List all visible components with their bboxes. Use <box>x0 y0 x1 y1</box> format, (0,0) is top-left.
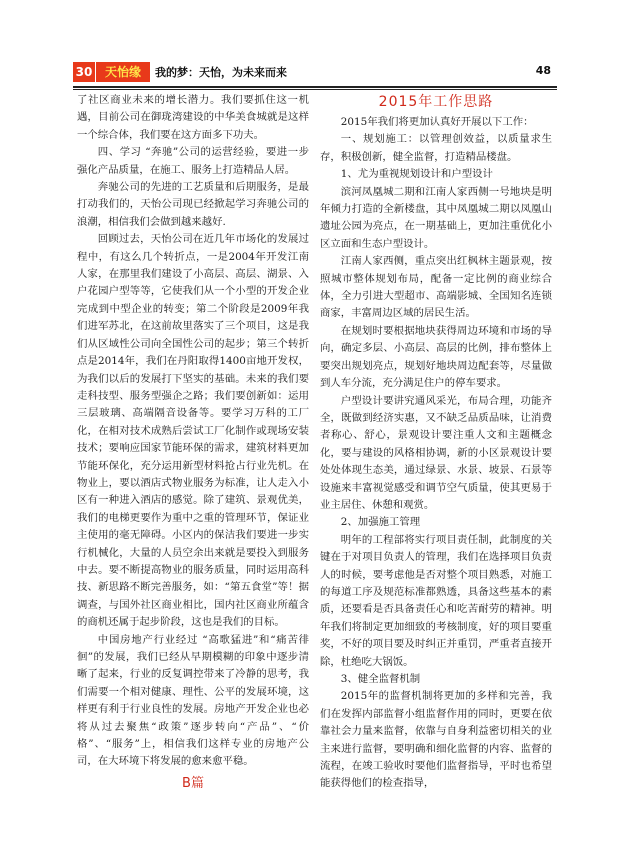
paragraph: 奔驰公司的先进的工艺质量和后期服务，是最打动我们的，天怡公司现已经掀起学习奔驰公司的浪潮，相信我们会做到越来越好. <box>77 181 309 228</box>
logo-issue-number: 30 <box>73 62 95 82</box>
paragraph: 了社区商业未来的增长潜力。我们要抓住这一机遇，目前公司在御珑湾建设的中华美食城就是这样一个综合体，我们要在这方面多下功夫。 <box>77 94 309 141</box>
header-slogan: 我的梦：天怡，为未来而来 <box>155 66 287 79</box>
paragraph: 户型设计要讲究通风采光，布局合理，功能齐全，既做到经济实惠，又不缺乏品质品味，让消费者称心、舒心，景观设计要注重人文和主题概念化，要与建设的风格相协调，新的小区景观设计要处处体现生态美，通过绿景、水景、坡景、石景等设施来丰富视觉感受和调节空气质量，使其更易于业主居住、休憩和观赏。 <box>320 394 552 511</box>
left-column <box>77 92 309 792</box>
subheading: 1、尤为重视规划设计和户型设计 <box>340 168 493 181</box>
paragraph: 滨河凤凰城二期和江南人家西侧一号地块是明年倾力打造的全新楼盘，其中凤凰城二期以凤凰山遗址公园为亮点，在一期基础上，更加注重优化小区立面和生态户型设计。 <box>320 185 552 250</box>
page-number: 48 <box>535 64 551 77</box>
section-tag: B篇 <box>182 775 204 791</box>
logo-brand: 天怡缘 <box>95 62 150 82</box>
paragraph: 江南人家西侧，重点突出红枫林主题景观，按照城市整体规划布局，配备一定比例的商业综合体，全力引进大型超市、高端影城、全国知名连锁商家，丰富周边区域的居民生活。 <box>320 255 552 320</box>
paragraph: 中国房地产行业经过 “高歌猛进”和“痛苦徘徊”的发展，我们已经从早期模糊的印象中逐步清晰了起来，行业的反复调控带来了冷静的思考，我们需要一个相对健康、理性、公平的发展环境，这样更有利于行业良性的发展。房地产开发企业也必将从过去聚焦“政策”逐步转向“产品”、“价格”、“服务”上，相信我们这样专业的房地产公司，在大环境下将发展的愈来愈平稳。 <box>77 633 309 768</box>
header-rule <box>73 86 557 88</box>
paragraph: 2015年的监督机制将更加的多样和完善，我们在发挥内部监督小组监督作用的同时，更要在依靠社会力量来监督，依靠与自身利益密切相关的业主来进行监督，要明确和细化监督的内容、监督的流程，在竣工验收时要他们监督指导，平时也希望能获得他们的检查指导， <box>320 690 552 790</box>
paragraph: 一、规划施工：以管理创效益，以质量求生存，积极创新，健全监督，打造精品楼盘。 <box>320 133 552 163</box>
paragraph: 在规划时要根据地块获得周边环境和市场的导向，确定多层、小高层、高层的比例，排布整体上要突出规划亮点，规划好地块周边配套等，尽量做到人车分流，充分满足住户的停车要求。 <box>320 324 552 390</box>
paragraph: 四、学习 “奔驰”公司的运营经验，要进一步强化产品质量，在施工、服务上打造精品人居。 <box>77 146 309 176</box>
subheading: 2、加强施工管理 <box>340 516 421 529</box>
header-rule-thin <box>73 89 557 90</box>
paragraph: 明年的工程部将实行项目责任制，此制度的关键在于对项目负责人的管理，我们在选择项目负责人的时候，要考虑他是否对整个项目熟悉，对施工的每道工序及规范标准都熟透，具备这些基本的素质，还要看是否具备责任心和吃苦耐劳的精神。明年我们将制定更加细致的考核制度，好的项目要重奖，不好的项目要及时纠正并重罚，严重者直接开除，杜绝吃大锅饭。 <box>320 533 552 668</box>
page-header <box>73 62 557 84</box>
right-column <box>320 92 552 793</box>
article-title: 2015年工作思路 <box>378 94 494 110</box>
paragraph: 2015年我们将更加认真好开展以下工作： <box>340 116 534 128</box>
paragraph: 回顾过去，天怡公司在近几年市场化的发展过程中，有这么几个转折点，一是2004年开发江南人家，在那里我们建设了小高层、高层、湖景、入户花园户型等等，它使我们从一个小型的开发企业完成到中型企业的转变；第二个阶段是2009年我们进军苏北，在这前故里落实了三个项目，这是我们从区域性公司向全国性公司的起步；第三个转折点是2014年，我们在丹阳取得1400亩地开发权，为我们以后的发展打下坚实的基础。未来的我们要走科技型、服务型强企之路；我们要创新如：运用三层玻璃、高端隔音设备等。要学习万科的工厂化，在相对技术成熟后尝试工厂化制作或现场安装技术；要响应国家节能环保的需求，建筑材料更加节能环保化，充分运用新型材料抢占行业先机。在物业上，要以酒店式物业服务为标准，让人走入小区有一种进入酒店的感觉。除了建筑、景观优美，我们的电梯更要作为重中之重的管理环节，保证业主使用的毫无障碍。小区内的保洁我们要进一步实行机械化，大量的人员空余出来就是要投入到服务中去。要不断提高物业的服务质量，同时运用高科技、新思路不断完善服务，如：“第五食堂”等！据调查，与国外社区商业相比，国内社区商业所蕴含的商机还属于起步阶段，这也是我们的目标。 <box>77 233 309 629</box>
subheading: 3、健全监督机制 <box>340 673 421 685</box>
